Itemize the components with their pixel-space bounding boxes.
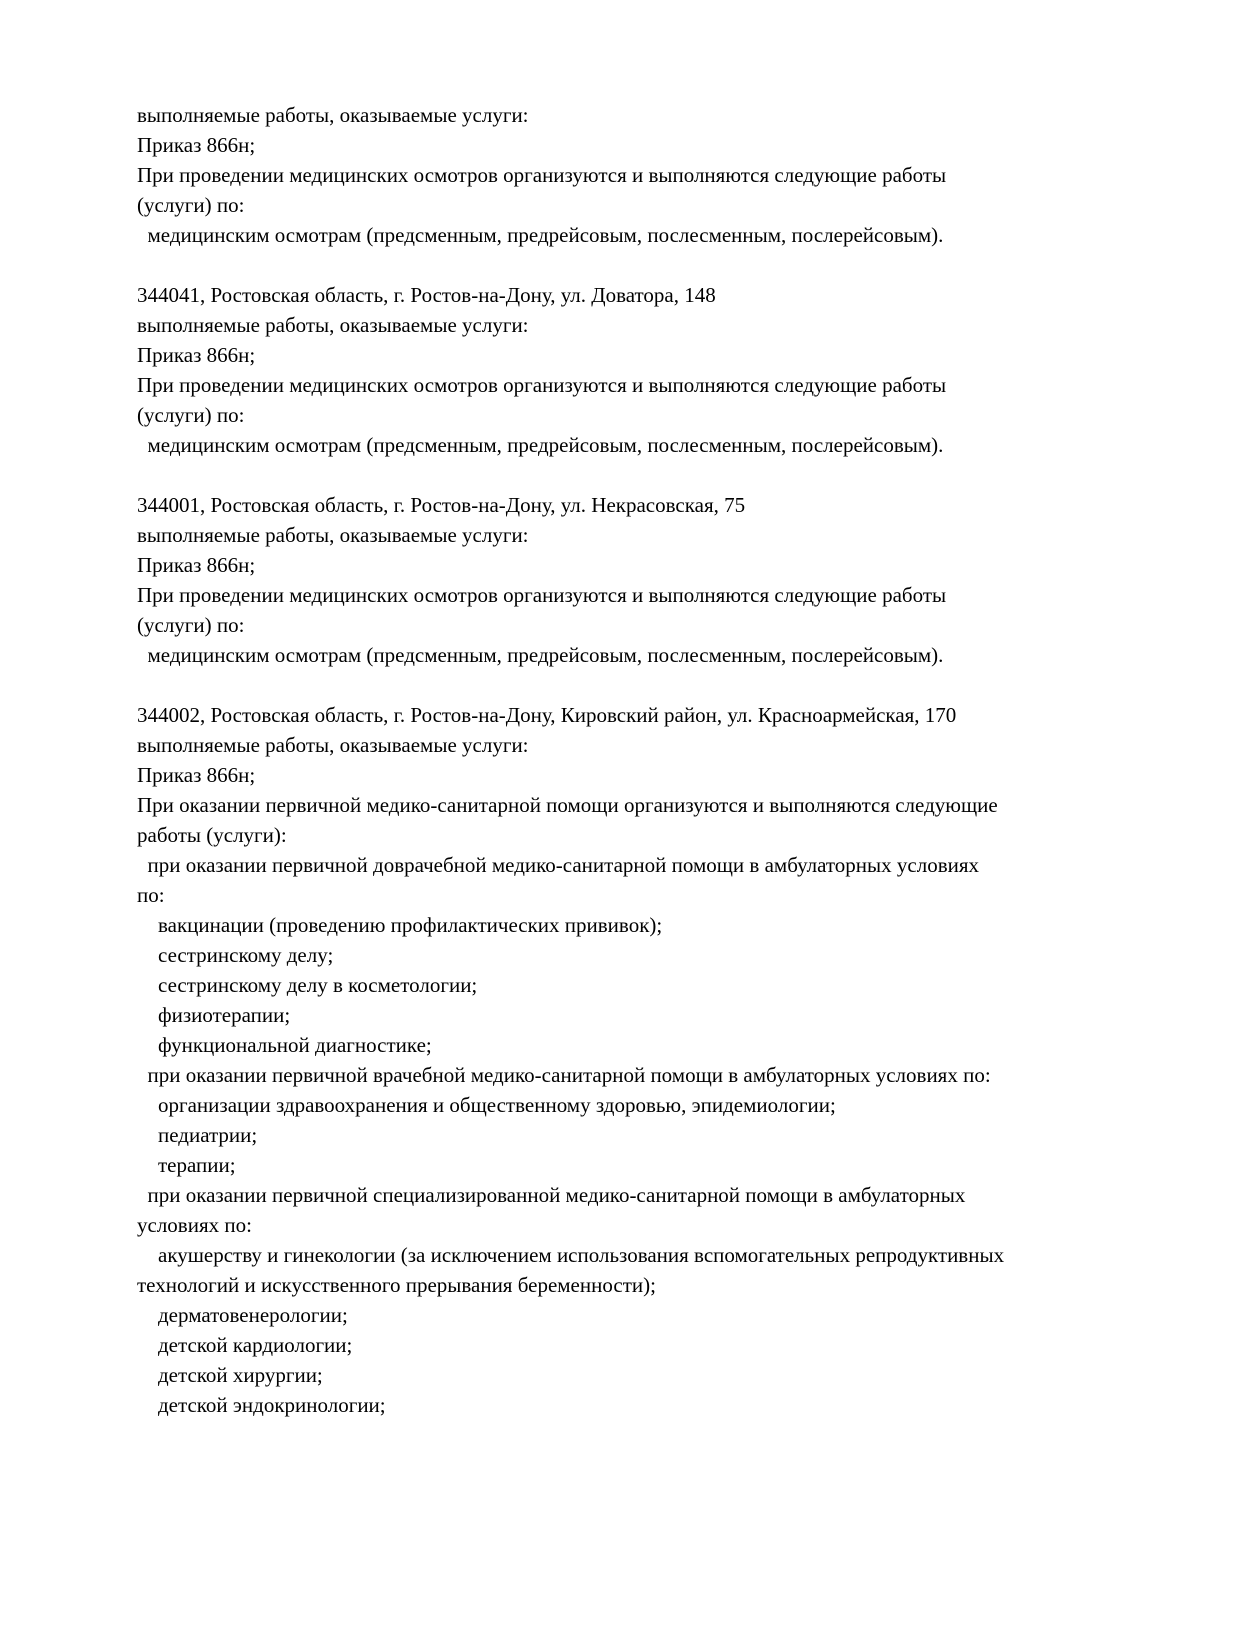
text-line: при оказании первичной специализированной медико-санитарной помощи в амбулаторных	[137, 1183, 966, 1207]
text-line: медицинским осмотрам (предсменным, предрейсовым, послесменным, послерейсовым).	[137, 433, 944, 457]
text-line: работы (услуги):	[137, 823, 287, 847]
text-line: по:	[137, 883, 165, 907]
text-line: При проведении медицинских осмотров организуются и выполняются следующие работы	[137, 373, 947, 397]
text-line: Приказ 866н;	[137, 343, 256, 367]
document-page	[137, 100, 1147, 1420]
text-line: организации здравоохранения и общественному здоровью, эпидемиологии;	[137, 1093, 836, 1117]
text-line: (услуги) по:	[137, 613, 245, 637]
text-line: технологий и искусственного прерывания беременности);	[137, 1273, 656, 1297]
text-line: детской эндокринологии;	[137, 1393, 386, 1417]
text-line: выполняемые работы, оказываемые услуги:	[137, 733, 529, 757]
text-line: детской кардиологии;	[137, 1333, 353, 1357]
text-line: (услуги) по:	[137, 193, 245, 217]
text-line: вакцинации (проведению профилактических прививок);	[137, 913, 663, 937]
license-block	[137, 280, 1147, 460]
text-line: (услуги) по:	[137, 403, 245, 427]
text-line: детской хирургии;	[137, 1363, 323, 1387]
text-line: педиатрии;	[137, 1123, 258, 1147]
text-line: Приказ 866н;	[137, 763, 256, 787]
address-line: 344041, Ростовская область, г. Ростов-на-Дону, ул. Доватора, 148	[137, 283, 716, 307]
text-line: При проведении медицинских осмотров организуются и выполняются следующие работы	[137, 583, 947, 607]
text-line: При оказании первичной медико-санитарной помощи организуются и выполняются следующие	[137, 793, 998, 817]
text-line: дерматовенерологии;	[137, 1303, 348, 1327]
text-line: условиях по:	[137, 1213, 252, 1237]
text-line: при оказании первичной врачебной медико-санитарной помощи в амбулаторных условиях по:	[137, 1063, 991, 1087]
license-block	[137, 100, 1147, 250]
text-line: сестринскому делу;	[137, 943, 334, 967]
text-line: выполняемые работы, оказываемые услуги:	[137, 523, 529, 547]
text-line: выполняемые работы, оказываемые услуги:	[137, 313, 529, 337]
license-block	[137, 490, 1147, 670]
text-line: функциональной диагностике;	[137, 1033, 432, 1057]
text-line: медицинским осмотрам (предсменным, предрейсовым, послесменным, послерейсовым).	[137, 643, 944, 667]
text-line: При проведении медицинских осмотров организуются и выполняются следующие работы	[137, 163, 947, 187]
text-line: Приказ 866н;	[137, 553, 256, 577]
text-line: сестринскому делу в косметологии;	[137, 973, 478, 997]
text-line: акушерству и гинекологии (за исключением использования вспомогательных репродуктивных	[137, 1243, 1005, 1267]
text-line: терапии;	[137, 1153, 236, 1177]
address-line: 344001, Ростовская область, г. Ростов-на-Дону, ул. Некрасовская, 75	[137, 493, 746, 517]
license-block	[137, 700, 1147, 1420]
address-line: 344002, Ростовская область, г. Ростов-на-Дону, Кировский район, ул. Красноармейская, 170	[137, 703, 957, 727]
text-line: физиотерапии;	[137, 1003, 291, 1027]
text-line: Приказ 866н;	[137, 133, 256, 157]
text-line: при оказании первичной доврачебной медико-санитарной помощи в амбулаторных условиях	[137, 853, 980, 877]
text-line: выполняемые работы, оказываемые услуги:	[137, 103, 529, 127]
text-line: медицинским осмотрам (предсменным, предрейсовым, послесменным, послерейсовым).	[137, 223, 944, 247]
